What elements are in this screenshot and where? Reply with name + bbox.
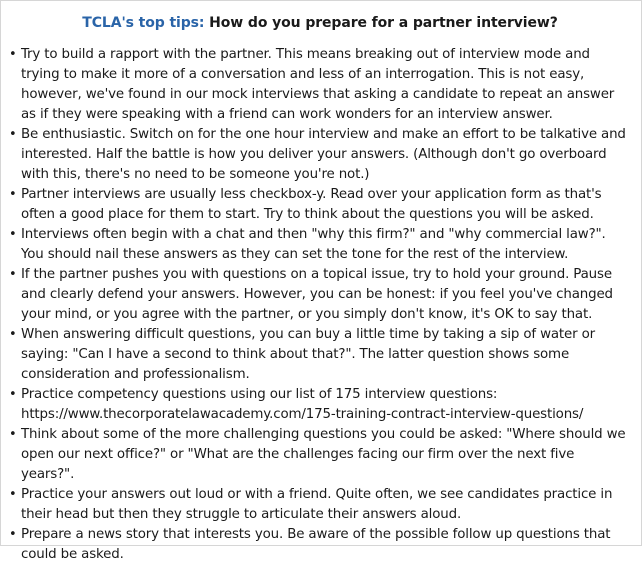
tip-item [9, 45, 631, 125]
tip-item [9, 225, 631, 265]
bullet-icon: • [9, 527, 17, 542]
tips-heading [9, 13, 631, 33]
tip-item [9, 325, 631, 385]
bullet-icon: • [9, 47, 17, 62]
brand-label: TCLA's top tips: [82, 15, 205, 31]
tip-item [9, 265, 631, 325]
tips-list [9, 45, 631, 565]
tip-item [9, 125, 631, 185]
tip-text: Prepare a news story that interests you. Be aware of the possible follow up questions that could be asked. [21, 527, 611, 562]
bullet-icon: • [9, 187, 17, 202]
bullet-icon: • [9, 427, 17, 442]
bullet-icon: • [9, 127, 17, 142]
tip-item [9, 425, 631, 485]
tip-text: Partner interviews are usually less checkbox-y. Read over your application form as that's often a good place for them to start. Try to think about the questions you will be asked. [21, 187, 602, 222]
bullet-icon: • [9, 227, 17, 242]
tip-item [9, 385, 631, 425]
tip-text: Try to build a rapport with the partner. This means breaking out of interview mode and trying to make it more of a conversation and less of an interrogation. This is not easy, however, we've found in our mock interviews that asking a candidate to repeat an answer as if they were speaking with a friend can work wonders for an interview answer. [21, 47, 615, 122]
tip-text-with-link: Practice competency questions using our list of 175 interview questions: https://www.thecorporatelawacademy.com/175-training-contract-interview-questions/ [21, 387, 584, 422]
tip-item [9, 525, 631, 565]
tip-text: Think about some of the more challenging questions you could be asked: "Where should we open our next office?" or "What are the challenges facing our firm over the next five years?". [21, 427, 626, 482]
tip-text: Interviews often begin with a chat and then "why this firm?" and "why commercial law?". You should nail these answers as they can set the tone for the rest of the interview. [21, 227, 606, 262]
bullet-icon: • [9, 267, 17, 282]
tip-item [9, 185, 631, 225]
bullet-icon: • [9, 327, 17, 342]
tip-text: Practice your answers out loud or with a friend. Quite often, we see candidates practice in their head but then they struggle to articulate their answers aloud. [21, 487, 613, 522]
bullet-icon: • [9, 487, 17, 502]
bullet-icon: • [9, 387, 17, 402]
tip-text: When answering difficult questions, you can buy a little time by taking a sip of water or saying: "Can I have a second to think about that?". The latter question shows some consideration and professionalism. [21, 327, 595, 382]
tip-text: Be enthusiastic. Switch on for the one hour interview and make an effort to be talkative and interested. Half the battle is how you deliver your answers. (Although don't go overboard with this, there's no need to be someone you're not.) [21, 127, 626, 182]
tip-item [9, 485, 631, 525]
heading-question: How do you prepare for a partner interview? [209, 15, 558, 31]
tip-text: If the partner pushes you with questions on a topical issue, try to hold your ground. Pause and clearly defend your answers. However, you can be honest: if you feel you've changed your mind, or you agree with the partner, or you simply don't know, it's OK to say that. [21, 267, 613, 322]
